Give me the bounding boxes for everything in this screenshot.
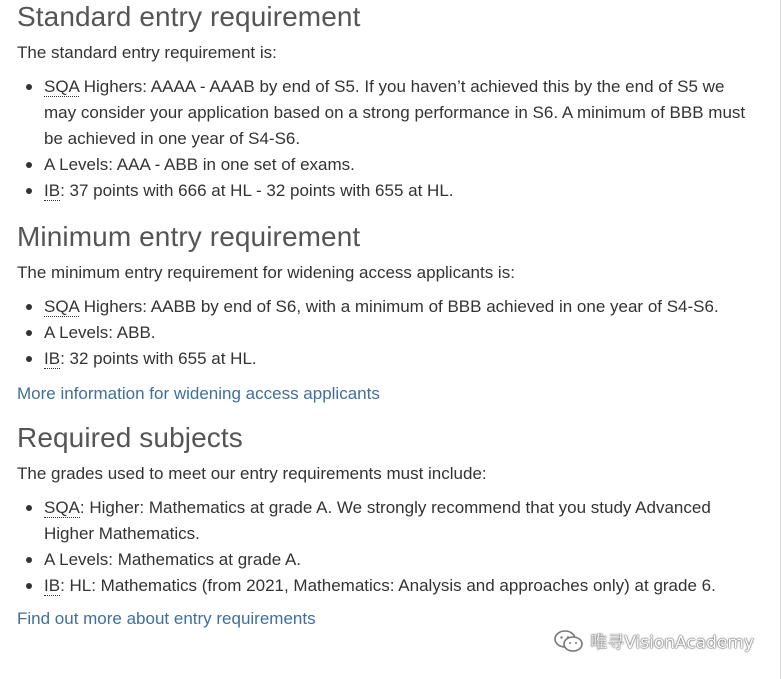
- watermark: [554, 628, 754, 653]
- abbr-sqa[interactable]: SQA: [44, 77, 79, 96]
- section-heading: Required subjects: [17, 422, 243, 453]
- abbr-ib[interactable]: IB: [44, 181, 61, 200]
- list-item: [44, 495, 760, 547]
- watermark-text: 唯寻VisionAcademy: [590, 633, 754, 653]
- item-text: Highers: AAAA - AAAB by end of S5. If you haven’t achieved this by the end of S5 we may consider your application based on a strong performance in S6. A minimum of BBB must be achieved in one year of S4-S6.: [44, 77, 746, 148]
- widening-access-link[interactable]: More information for widening access applicants: [17, 384, 380, 403]
- section-intro: The minimum entry requirement for widening access applicants is:: [17, 263, 515, 282]
- item-text: Highers: AABB by end of S6, with a minimum of BBB achieved in one year of S4-S6.: [78, 297, 719, 316]
- item-text: : Higher: Mathematics at grade A. We strongly recommend that you study Advanced Higher Mathematics.: [44, 498, 711, 543]
- item-text: : HL: Mathematics (from 2021, Mathematics: Analysis and approaches only) at grade 6.: [60, 576, 716, 595]
- requirements-list: [17, 495, 760, 599]
- item-text: : 37 points with 666 at HL - 32 points with 655 at HL.: [60, 181, 454, 200]
- section-heading: Standard entry requirement: [17, 1, 361, 32]
- item-text: A Levels: AAA - ABB in one set of exams.: [44, 155, 355, 174]
- entry-requirements-link[interactable]: Find out more about entry requirements: [17, 609, 316, 628]
- list-item: [44, 573, 760, 599]
- section-intro: The standard entry requirement is:: [17, 43, 277, 62]
- list-item: [44, 178, 760, 204]
- section-intro: The grades used to meet our entry requirements must include:: [17, 464, 487, 483]
- requirements-list: [17, 74, 760, 204]
- item-text: : 32 points with 655 at HL.: [60, 349, 257, 368]
- list-item: [44, 152, 760, 178]
- abbr-ib[interactable]: IB: [44, 576, 61, 595]
- section-heading: Minimum entry requirement: [17, 221, 361, 252]
- list-item: [44, 320, 760, 346]
- list-item: [44, 346, 760, 372]
- item-text: A Levels: Mathematics at grade A.: [44, 550, 302, 569]
- list-item: [44, 547, 760, 573]
- minimum-entry-section: [17, 220, 760, 407]
- item-text: A Levels: ABB.: [44, 323, 156, 342]
- list-item: [44, 74, 760, 152]
- list-item: [44, 294, 760, 320]
- standard-entry-section: [17, 0, 760, 204]
- abbr-sqa[interactable]: SQA: [44, 498, 80, 517]
- required-subjects-section: [17, 421, 760, 632]
- wechat-icon: [554, 629, 584, 653]
- abbr-sqa[interactable]: SQA: [44, 297, 79, 316]
- requirements-list: [17, 294, 760, 372]
- abbr-ib[interactable]: IB: [44, 349, 61, 368]
